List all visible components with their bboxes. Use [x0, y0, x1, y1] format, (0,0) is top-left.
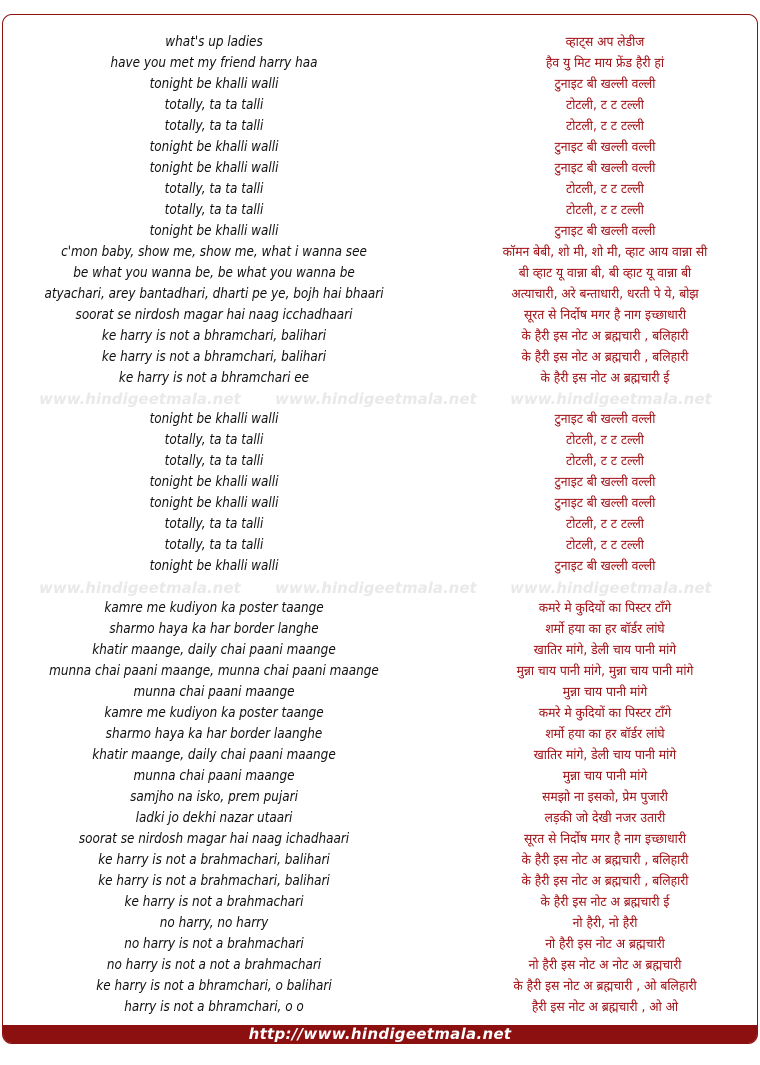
english-lyric-line: sharmo haya ka har border laanghe [105, 726, 323, 742]
hindi-lyric-line: कॉमन बेबी, शो मी, शो मी, व्हाट आय वान्ना सी [502, 245, 708, 260]
hindi-lyric-line: शर्मो हया का हर बॉर्डर लांघे [545, 622, 665, 637]
watermark-text: www.hindigeetmala.net [275, 390, 477, 408]
hindi-lyric-line: के हैरी इस नोट अ ब्रह्मचारी ई [540, 371, 670, 386]
hindi-lyric-line: कमरे मे कुदियों का पिस्टर टाँगे [538, 601, 672, 616]
english-lyric-line: munna chai paani maange, munna chai paani maange [49, 663, 379, 679]
hindi-lyric-line: टुनाइट बी खल्ली वल्ली [554, 161, 656, 176]
english-lyric-line: totally, ta ta talli [164, 432, 264, 448]
english-lyric-line: ke harry is not a brahmachari, balihari [98, 873, 330, 889]
english-lyric-line: kamre me kudiyon ka poster taange [104, 705, 324, 721]
hindi-lyric-line: के हैरी इस नोट अ ब्रह्मचारी , बलिहारी [521, 853, 689, 868]
hindi-lyric-line: सूरत से निर्दोष मगर है नाग इच्छाधारी [523, 308, 687, 323]
english-lyric-line: totally, ta ta talli [164, 202, 264, 218]
hindi-lyric-line: टुनाइट बी खल्ली वल्ली [554, 140, 656, 155]
english-lyric-line: totally, ta ta talli [164, 97, 264, 113]
english-lyric-line: what's up ladies [165, 34, 263, 50]
english-lyric-line: soorat se nirdosh magar hai naag ichadhaari [78, 831, 350, 847]
english-lyric-line: munna chai paani maange [133, 684, 295, 700]
english-lyric-line: totally, ta ta talli [164, 537, 264, 553]
hindi-lyric-line: टोटली, ट ट टल्ली [566, 454, 644, 469]
english-lyric-line: be what you wanna be, be what you wanna be [73, 265, 355, 281]
english-lyric-line: samjho na isko, prem pujari [130, 789, 298, 805]
hindi-lyric-line: खातिर मांगे, डेली चाय पानी मांगे [533, 748, 677, 763]
watermark-text: www.hindigeetmala.net [39, 579, 241, 597]
hindi-lyric-line: लड़की जो देखी नजर उतारी [544, 811, 666, 826]
english-lyric-line: tonight be khalli walli [149, 139, 279, 155]
english-lyric-line: kamre me kudiyon ka poster taange [104, 600, 324, 616]
english-lyric-line: tonight be khalli walli [149, 76, 279, 92]
english-lyric-line: totally, ta ta talli [164, 453, 264, 469]
english-lyric-line: tonight be khalli walli [149, 411, 279, 427]
footer-url-bar[interactable] [3, 1025, 757, 1043]
watermark-row [3, 578, 757, 598]
english-lyric-line: khatir maange, daily chai paani maange [92, 747, 336, 763]
hindi-lyric-line: हैरी इस नोट अ ब्रह्मचारी , ओ ओ [531, 1000, 679, 1015]
hindi-lyric-line: सूरत से निर्दोष मगर है नाग इच्छाधारी [523, 832, 687, 847]
english-lyric-line: atyachari, arey bantadhari, dharti pe ye, bojh hai bhaari [44, 286, 384, 302]
english-lyric-line: tonight be khalli walli [149, 495, 279, 511]
hindi-lyric-line: नो हैरी इस नोट अ ब्रह्मचारी [545, 937, 665, 952]
hindi-lyric-line: टोटली, ट ट टल्ली [566, 538, 644, 553]
hindi-lyric-line: नो हैरी इस नोट अ नोट अ ब्रह्मचारी [528, 958, 682, 973]
hindi-lyric-line: मुन्ना चाय पानी मांगे [562, 685, 648, 700]
english-lyric-line: totally, ta ta talli [164, 118, 264, 134]
english-lyric-line: totally, ta ta talli [164, 516, 264, 532]
hindi-lyric-line: टोटली, ट ट टल्ली [566, 119, 644, 134]
watermark-text: www.hindigeetmala.net [39, 390, 241, 408]
footer-url[interactable]: http://www.hindigeetmala.net [248, 1025, 512, 1043]
hindi-lyric-line: टुनाइट बी खल्ली वल्ली [554, 496, 656, 511]
hindi-lyric-line: टुनाइट बी खल्ली वल्ली [554, 412, 656, 427]
hindi-lyric-line: टोटली, ट ट टल्ली [566, 517, 644, 532]
english-lyric-line: no harry is not a brahmachari [124, 936, 304, 952]
hindi-lyric-line: हैव यु मिट माय फ्रेंड हैरी हां [545, 56, 665, 71]
watermark-text: www.hindigeetmala.net [510, 579, 712, 597]
english-lyric-line: totally, ta ta talli [164, 181, 264, 197]
english-lyric-line: harry is not a bhramchari, o o [124, 999, 304, 1015]
hindi-lyric-line: के हैरी इस नोट अ ब्रह्मचारी , ओ बलिहारी [513, 979, 697, 994]
english-lyric-line: ladki jo dekhi nazar utaari [135, 810, 293, 826]
hindi-lyric-line: टुनाइट बी खल्ली वल्ली [554, 475, 656, 490]
hindi-lyric-line: व्हाट्स अप लेडीज [565, 35, 645, 50]
hindi-lyric-line: टुनाइट बी खल्ली वल्ली [554, 224, 656, 239]
hindi-lyric-line: कमरे मे कुदियों का पिस्टर टाँगे [538, 706, 672, 721]
english-lyric-line: tonight be khalli walli [149, 160, 279, 176]
hindi-lyric-line: अत्याचारी, अरे बन्ताधारी, धरती पे ये, बोझ [511, 287, 699, 302]
english-lyric-line: khatir maange, daily chai paani maange [92, 642, 336, 658]
hindi-lyric-line: टोटली, ट ट टल्ली [566, 182, 644, 197]
hindi-lyric-line: के हैरी इस नोट अ ब्रह्मचारी , बलिहारी [521, 874, 689, 889]
hindi-lyric-line: मुन्ना चाय पानी मांगे [562, 769, 648, 784]
english-lyric-line: tonight be khalli walli [149, 223, 279, 239]
hindi-lyric-line: टोटली, ट ट टल्ली [566, 203, 644, 218]
english-lyric-line: tonight be khalli walli [149, 474, 279, 490]
english-lyric-line: ke harry is not a brahmachari, balihari [98, 852, 330, 868]
hindi-lyric-line: टोटली, ट ट टल्ली [566, 98, 644, 113]
hindi-lyric-line: टुनाइट बी खल्ली वल्ली [554, 77, 656, 92]
english-lyric-line: have you met my friend harry haa [110, 55, 318, 71]
hindi-lyric-line: बी व्हाट यू वान्ना बी, बी व्हाट यू वान्ना बी [518, 266, 692, 281]
english-lyric-line: ke harry is not a bhramchari, balihari [101, 328, 327, 344]
english-lyric-line: c'mon baby, show me, show me, what i wanna see [61, 244, 367, 260]
hindi-lyric-line: के हैरी इस नोट अ ब्रह्मचारी , बलिहारी [521, 350, 689, 365]
english-lyric-line: tonight be khalli walli [149, 558, 279, 574]
english-lyric-line: no harry, no harry [159, 915, 269, 931]
hindi-lyric-line: के हैरी इस नोट अ ब्रह्मचारी , बलिहारी [521, 329, 689, 344]
hindi-lyric-line: टुनाइट बी खल्ली वल्ली [554, 559, 656, 574]
lyrics-card [2, 14, 758, 1044]
hindi-lyric-line: समझो ना इसको, प्रेम पुजारी [542, 790, 668, 805]
english-lyric-line: soorat se nirdosh magar hai naag icchadhaari [75, 307, 353, 323]
hindi-lyric-line: शर्मो हया का हर बॉर्डर लांघे [545, 727, 665, 742]
english-lyric-line: ke harry is not a bhramchari, balihari [101, 349, 327, 365]
english-lyric-line: ke harry is not a bhramchari, o balihari [96, 978, 332, 994]
english-lyric-line: ke harry is not a bhramchari ee [118, 370, 310, 386]
english-lyric-line: munna chai paani maange [133, 768, 295, 784]
watermark-text: www.hindigeetmala.net [510, 390, 712, 408]
hindi-lyric-line: के हैरी इस नोट अ ब्रह्मचारी ई [540, 895, 670, 910]
hindi-lyric-line: मुन्ना चाय पानी मांगे, मुन्ना चाय पानी मांगे [516, 664, 694, 679]
hindi-lyric-line: नो हैरी, नो हैरी [572, 916, 638, 931]
hindi-lyric-line: खातिर मांगे, डेली चाय पानी मांगे [533, 643, 677, 658]
english-lyric-line: ke harry is not a brahmachari [124, 894, 304, 910]
english-lyric-line: sharmo haya ka har border langhe [109, 621, 319, 637]
english-lyric-line: no harry is not a not a brahmachari [106, 957, 322, 973]
watermark-text: www.hindigeetmala.net [275, 579, 477, 597]
watermark-row [3, 389, 757, 409]
hindi-lyric-line: टोटली, ट ट टल्ली [566, 433, 644, 448]
